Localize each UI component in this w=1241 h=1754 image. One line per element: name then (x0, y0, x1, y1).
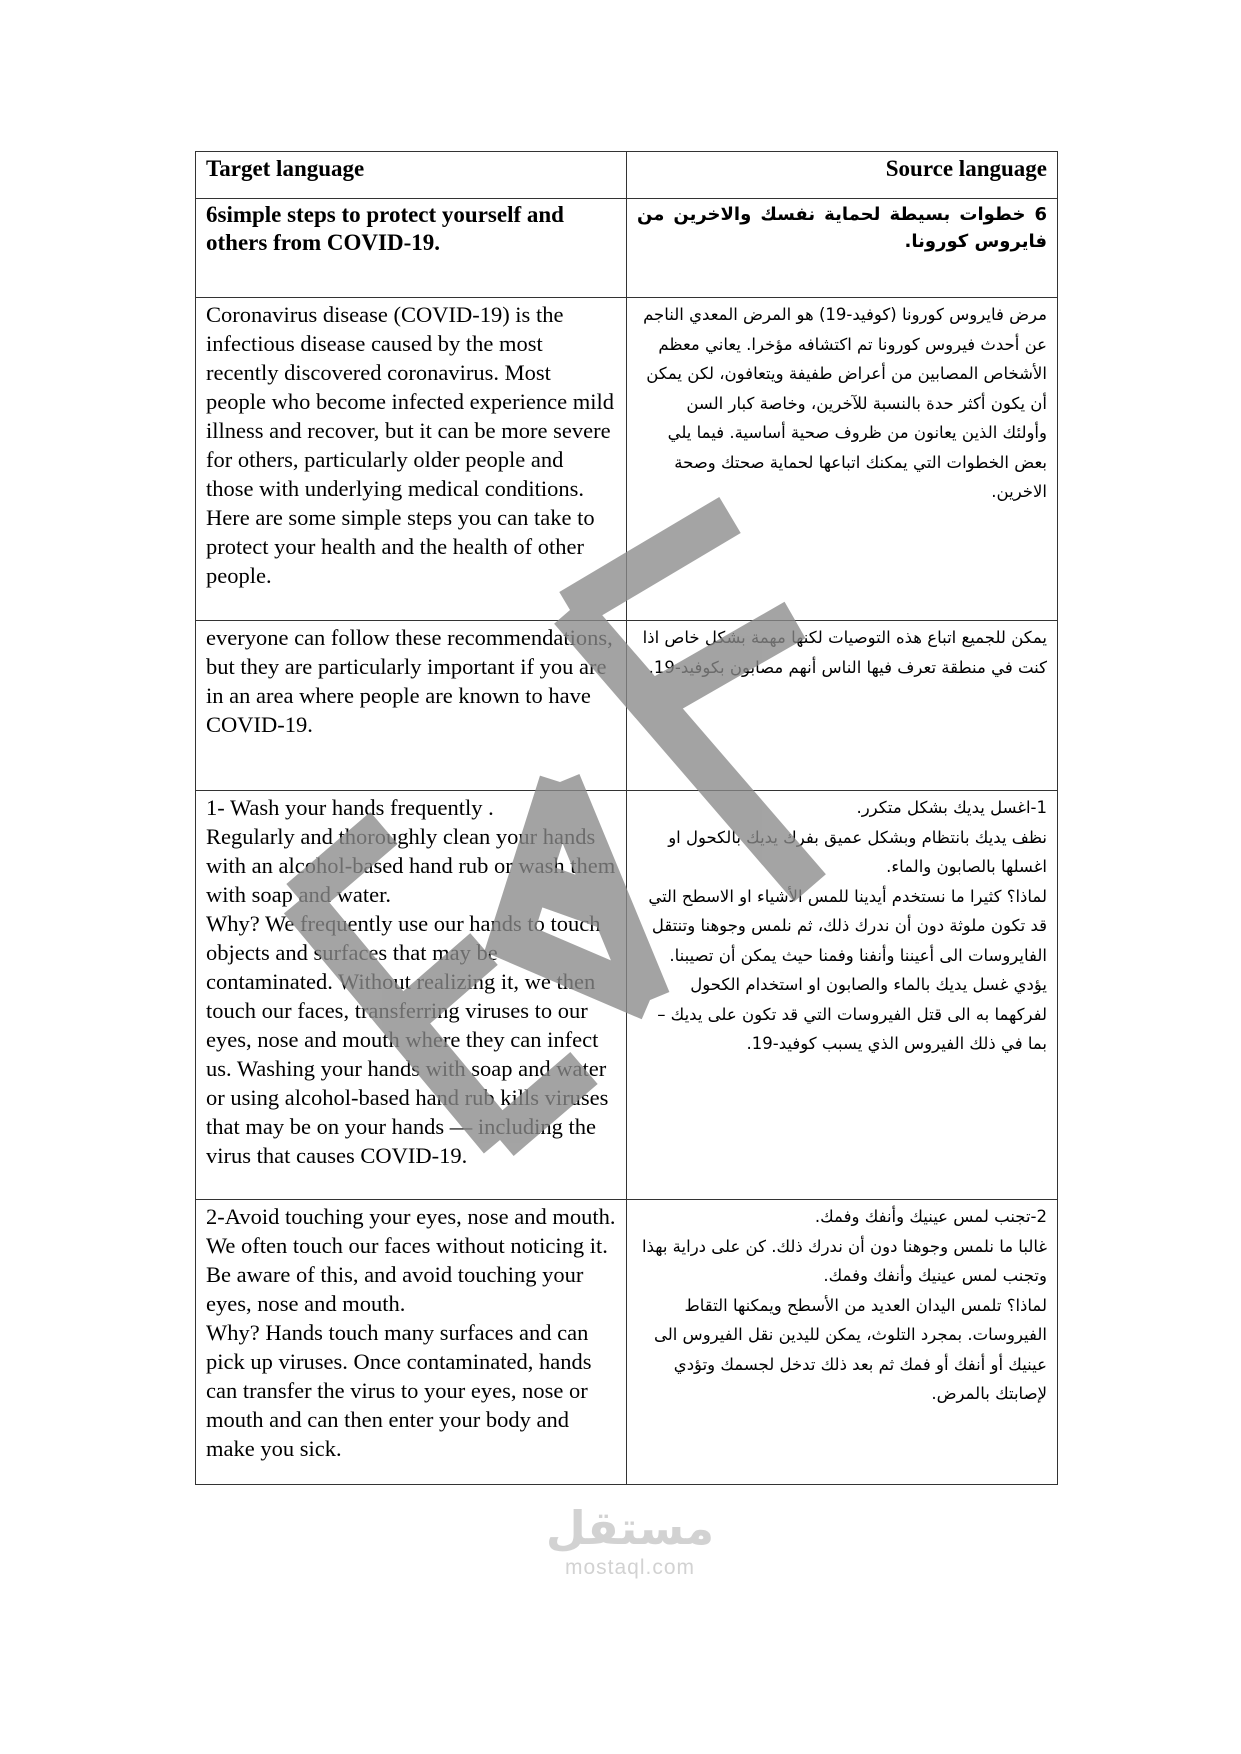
avoid-touching-arabic: 2-تجنب لمس عينيك وأنفك وفمك. غالبا ما نلمس وجوهنا دون أن ندرك ذلك. كن على دراية بهذا وتجنب لمس عينيك وأنفك وفمك. لماذا؟ تلمس اليدان العديد من الأسطح ويمكنها التقاط الفيروسات. بمجرد التلوث، يمكن لليدين نقل الفيروس الى عينيك أو أنفك أو فمك ثم بعد ذلك تدخل لجسمك وتؤدي لإصابتك بالمرض. (627, 1200, 1058, 1485)
wash-hands-english: 1- Wash your hands frequently . Regularly and thoroughly clean your hands with an alcohol-based hand rub or wash them with soap and water. Why? We frequently use our hands to touch objects and surfaces that may be contaminated. Without realizing it, we then touch our faces, transferring viruses to our eyes, nose and mouth where they can infect us. Washing your hands with soap and water or using alcohol-based hand rub kills viruses that may be on your hands — including the virus that causes COVID-19. (196, 791, 627, 1200)
recommendations-arabic: يمكن للجميع اتباع هذه التوصيات لكنها مهمة بشكل خاص اذا كنت في منطقة تعرف فيها الناس أنهم مصابون بكوفيد-19. (627, 621, 1058, 791)
intro-arabic: مرض فايروس كورونا (كوفيد-19) هو المرض المعدي الناجم عن أحدث فيروس كورونا تم اكتشافه مؤخرا. يعاني معظم الأشخاص المصابين من أعراض طفيفة ويتعافون، لكن يمكن أن يكون أكثر حدة بالنسبة للآخرين، وخاصة كبار السن وأولئك الذين يعانون من ظروف صحية أساسية. فيما يلي بعض الخطوات التي يمكنك اتباعها لحماية صحتك وصحة الاخرين. (627, 298, 1058, 621)
table-row-intro (196, 298, 1058, 621)
recommendations-english: everyone can follow these recommendations, but they are particularly important if you are in an area where people are known to have COVID-19. (196, 621, 627, 791)
header-target-language: Target language (196, 152, 627, 199)
logo-arabic-text: مستقل (545, 1501, 715, 1555)
intro-english: Coronavirus disease (COVID-19) is the infectious disease caused by the most recently discovered coronavirus. Most people who become infected experience mild illness and recover, but it can be more severe for others, particularly older people and those with underlying medical conditions. Here are some simple steps you can take to protect your health and the health of other people. (196, 298, 627, 621)
wash-hands-arabic: 1-اغسل يديك بشكل متكرر. نظف يديك بانتظام وبشكل عميق بفرك يديك بالكحول او اغسلها بالصابون والماء. لماذا؟ كثيرا ما نستخدم أيدينا للمس الأشياء او الاسطح التي قد تكون ملوثة دون أن ندرك ذلك، ثم نلمس وجوهنا وتنتقل الفايروسات الى أعيننا وأنفنا وفمنا حيث يمكن أن تصيبنا. يؤدي غسل يديك بالماء والصابون او استخدام الكحول لفركهما به الى قتل الفيروسات التي قد تكون على يديك – بما في ذلك الفيروس الذي يسبب كوفيد-19. (627, 791, 1058, 1200)
table-header-row (196, 152, 1058, 199)
table-row-title (196, 199, 1058, 298)
table-row-wash-hands (196, 791, 1058, 1200)
mostaql-logo (540, 1500, 720, 1580)
title-arabic: 6 خطوات بسيطة لحماية نفسك والاخرين من فايروس كورونا. (627, 199, 1058, 298)
title-english: 6simple steps to protect yourself and others from COVID-19. (196, 199, 627, 298)
header-source-language: Source language (627, 152, 1058, 199)
table-row-recommendations (196, 621, 1058, 791)
avoid-touching-english: 2-Avoid touching your eyes, nose and mouth. We often touch our faces without noticing it. Be aware of this, and avoid touching your eyes, nose and mouth. Why? Hands touch many surfaces and can pick up viruses. Once contaminated, hands can transfer the virus to your eyes, nose or mouth and can then enter your body and make you sick. (196, 1200, 627, 1485)
table-row-avoid-touching (196, 1200, 1058, 1485)
logo-english-text: mostaql.com (564, 1556, 696, 1579)
translation-table (195, 151, 1058, 1485)
